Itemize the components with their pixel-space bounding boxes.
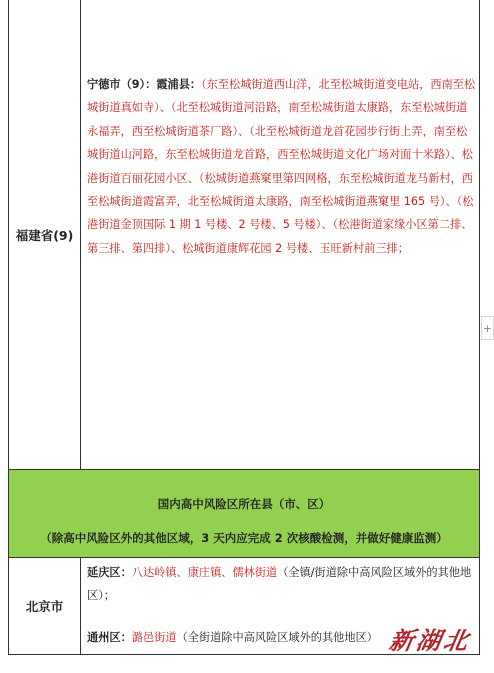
province-cell-beijing xyxy=(9,557,80,655)
column-divider xyxy=(80,0,81,470)
risk-area-table xyxy=(8,0,480,655)
district-label: 通州区： xyxy=(87,631,132,644)
watermark-logo: 新湖北 xyxy=(387,626,474,655)
section-header xyxy=(9,470,479,557)
column-divider xyxy=(80,557,81,655)
fujian-area-list xyxy=(87,73,477,260)
section-subtitle: （除高中风险区外的其他区域，3 天内应完成 2 次核酸检测，并做好健康监测） xyxy=(40,531,448,545)
district-label: 延庆区： xyxy=(87,566,132,579)
expand-button[interactable]: + xyxy=(481,316,494,340)
province-cell-fujian xyxy=(9,0,80,470)
town-list: 潞邑街道 xyxy=(131,631,177,644)
area-list-text: （东至松城街道西山洋，北至松城街道变电站，西南至松城街道真如寺）、（北至松城街道河沿路，南至松城街道太康路，东至松城街道永福弄，西至松城街道茶厂路）、（北至松城街道龙首花园步行街上弄，南至松城街道山河路，东至松城街道龙首路，西至松城街道文化广场对面十米路）、松港街道百丽花园小区、（松城街道燕窠里第四网格，东至松城街道龙马新村，西至松城街道霞富弄，北至松城街道太康路，南至松城街道燕窠里 165 号）、（松港街道金顶国际 1 期 1 号楼、2 号楼、5 号楼）、（松港街道家缘小区第二排、第三排、第四排）、松城街道康辉花园 2 号楼、玉旺新村前三排； xyxy=(87,78,476,255)
city-label: 宁德市（9）： xyxy=(87,78,157,91)
province-label: 福建省(9) xyxy=(15,228,74,243)
province-label: 北京市 xyxy=(25,599,64,614)
section-title: 国内高中风险区所在县（市、区） xyxy=(157,497,331,511)
district-note: （全镇/街道除中高风险区域外的其他地区）； xyxy=(87,566,472,603)
town-list: 八达岭镇、康庄镇、儒林街道 xyxy=(131,566,278,579)
district-note: （全街道除中高风险区域外的其他地区） xyxy=(176,631,378,644)
county-label: 霞浦县： xyxy=(156,78,202,91)
beijing-area-list xyxy=(87,561,479,608)
